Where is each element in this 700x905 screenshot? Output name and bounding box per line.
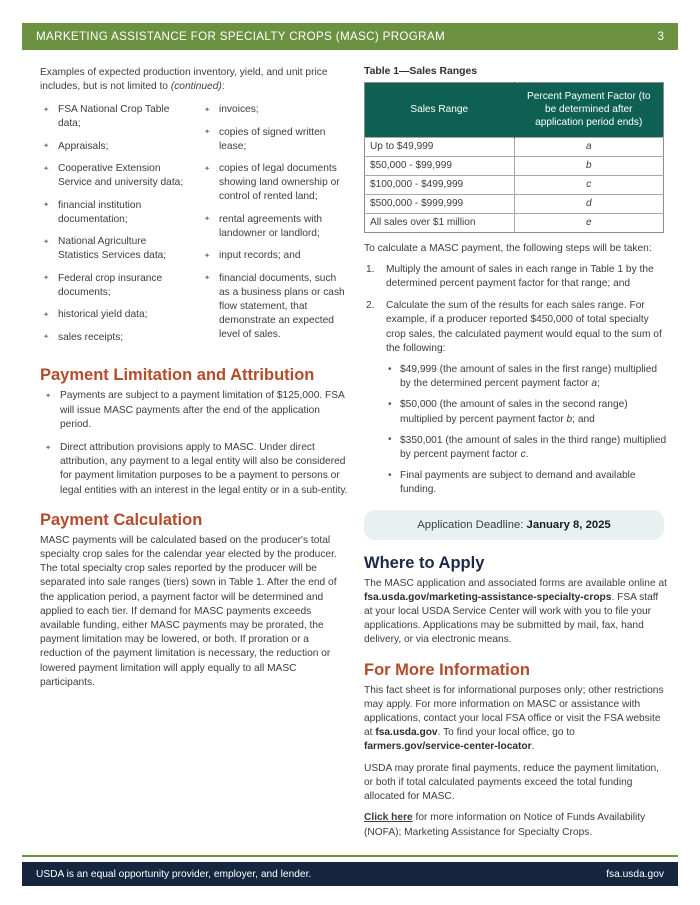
payment-limitation-list	[40, 389, 350, 497]
table-head	[365, 83, 664, 138]
list-item	[386, 469, 667, 497]
for-more-information-heading: For More Information	[364, 660, 530, 679]
table-row	[365, 175, 664, 194]
examples-bullet-column-2	[201, 103, 348, 353]
list-item: ✦ Appraisals;	[40, 140, 187, 154]
intro-tail-text: :	[221, 81, 225, 93]
column-header-percent-payment-factor: Percent Payment Factor (to be determined after application period ends)	[514, 83, 664, 138]
more-info-paragraph-3	[364, 811, 667, 839]
list-item: ✦ rental agreements with landowner or landlord;	[201, 213, 348, 241]
calculation-steps-lead: To calculate a MASC payment, the following steps will be taken:	[364, 242, 652, 254]
payment-calculation-body: MASC payments will be calculated based on the producer's total specialty crop sales for the calendar year elected by the producer. The total specialty crop sales reported by the producer will be separated into sale ranges (tiers) sown in Table 1. After the end of the application period, a payment factor will be determined and applied to each tier. If demand for MASC payments exceeds available funding, either MASC payments may be prorated, the payment limitation may be lowered, or both. If proration or a reduction of the payment limitation is necessary, the reduction or lowered payment limitation will apply equally to all MASC participants.	[40, 534, 337, 688]
cell-payment-factor: d	[514, 194, 664, 213]
table-row	[365, 156, 664, 175]
table-row	[365, 194, 664, 213]
list-item: ✦ sales receipts;	[40, 331, 187, 345]
wta-post: . FSA staff at your local USDA Service Center will work with you to file your applications. Applications may be submitted by mail, fax, hand delivery, or via electronic means.	[364, 591, 659, 646]
cell-payment-factor: c	[514, 175, 664, 194]
list-item: ✦ financial institution documentation;	[40, 199, 187, 227]
footer-url: fsa.usda.gov	[606, 868, 664, 880]
list-item	[364, 299, 667, 497]
cell-sales-range: All sales over $1 million	[365, 213, 515, 232]
intro-continued-italic: (continued)	[170, 81, 222, 93]
column-header-sales-range: Sales Range	[365, 83, 515, 138]
sub-pre: $350,001 (the amount of sales in the third range) multiplied by percent payment factor	[400, 434, 667, 461]
table-row	[365, 137, 664, 156]
mi-url-fsa: fsa.usda.gov	[375, 727, 438, 739]
table-header-row	[365, 83, 664, 138]
sub-em: b	[566, 413, 573, 425]
page-footer-bar	[22, 862, 678, 886]
list-item: ✦ Cooperative Extension Service and university data;	[40, 162, 187, 190]
payment-calculation-heading: Payment Calculation	[40, 510, 203, 529]
list-item: ✦ FSA National Crop Table data;	[40, 103, 187, 131]
footer-divider-rule	[22, 855, 678, 857]
examples-bullet-columns	[40, 103, 350, 353]
examples-list-left	[40, 103, 187, 345]
sub-post: ;	[597, 378, 600, 390]
list-item: ✦ National Agriculture Statistics Services data;	[40, 235, 187, 263]
sub-pre: Final payments are subject to demand and available funding.	[400, 470, 636, 496]
footer-equal-opportunity-text: USDA is an equal opportunity provider, employer, and lender.	[36, 868, 312, 880]
click-here-link[interactable]: Click here	[364, 812, 413, 824]
cell-sales-range: Up to $49,999	[365, 137, 515, 156]
more-info-paragraph-1	[364, 684, 667, 755]
page-header-bar	[22, 23, 678, 50]
where-to-apply-heading: Where to Apply	[364, 553, 485, 572]
application-deadline-callout	[364, 510, 664, 540]
right-column	[364, 66, 667, 847]
cell-sales-range: $500,000 - $999,999	[365, 194, 515, 213]
intro-lead-text: Examples of expected production inventory, yield, and unit price includes, but is not limited to	[40, 67, 328, 93]
page-header-title: MARKETING ASSISTANCE FOR SPECIALTY CROPS (MASC) PROGRAM	[36, 30, 445, 43]
sub-pre: $49,999 (the amount of sales in the first range) multiplied by the determined percent payment factor	[400, 364, 658, 390]
list-item: ✦ historical yield data;	[40, 308, 187, 322]
mi-text-c: .	[531, 741, 535, 753]
cell-sales-range: $100,000 - $499,999	[365, 175, 515, 194]
payment-limitation-heading: Payment Limitation and Attribution	[40, 366, 315, 385]
sub-em: a	[591, 378, 598, 390]
list-item	[386, 398, 667, 426]
step2-lead-text: Calculate the sum of the results for each sales range. For example, if a producer reported $450,000 of total specialty crop sales, the calculated payment would equal to the sum of the following:	[386, 300, 662, 354]
cell-payment-factor: e	[514, 213, 664, 232]
list-item: ✦ Payments are subject to a payment limitation of $125,000. FSA will issue MASC payments after the end of the application period.	[40, 389, 350, 432]
continued-intro-paragraph	[40, 66, 350, 94]
left-column	[40, 66, 350, 697]
table-row	[365, 213, 664, 232]
sales-ranges-table	[364, 82, 664, 233]
table-body	[365, 137, 664, 232]
sub-post: ; and	[572, 413, 595, 425]
more-info-paragraph-2: USDA may prorate final payments, reduce the payment limitation, or both if total calculated payments exceed the total funding allocated for MASC.	[364, 762, 660, 803]
mi-text-a: This fact sheet is for informational purposes only; other restrictions may apply. For more information on MASC or assistance with applications, contact your local FSA office or visit the FSA website at	[364, 684, 664, 739]
mi-text-b: . To find your local office, go to	[437, 727, 575, 739]
examples-list-right	[201, 103, 348, 342]
list-item: Multiply the amount of sales in each range in Table 1 by the determined percent payment factor for that range; and	[386, 263, 654, 290]
deadline-date: January 8, 2025	[526, 518, 611, 531]
deadline-label: Application Deadline:	[417, 518, 527, 531]
list-item	[386, 434, 667, 462]
wta-pre: The MASC application and associated forms are available online at	[364, 577, 667, 589]
sub-em: c	[520, 449, 526, 461]
table-caption: Table 1—Sales Ranges	[364, 66, 477, 77]
deadline-text	[417, 519, 610, 531]
sub-pre: $50,000 (the amount of sales in the second range) multiplied by percent payment factor	[400, 399, 628, 425]
list-item	[386, 363, 667, 391]
list-item: ✦ invoices;	[201, 103, 348, 117]
list-item: ✦ input records; and	[201, 249, 348, 263]
cell-sales-range: $50,000 - $99,999	[365, 156, 515, 175]
where-to-apply-body	[364, 577, 667, 648]
mi-url-locator: farmers.gov/service-center-locator	[364, 741, 532, 753]
page-number: 3	[657, 30, 664, 43]
cell-payment-factor: b	[514, 156, 664, 175]
list-item: ✦ Direct attribution provisions apply to MASC. Under direct attribution, any payment to a legal entity will also be considered for payment limitation purposes to be a payment to persons or legal entities with an interest in the legal entity or in a sub-entity.	[40, 441, 350, 498]
list-item: ✦ financial documents, such as a business plans or cash flow statement, that demonstrate an expected level of sales.	[201, 272, 348, 342]
wta-url: fsa.usda.gov/marketing-assistance-specialty-crops	[364, 591, 612, 603]
sub-post: .	[525, 449, 529, 461]
list-item: ✦ copies of legal documents showing land ownership or control of rented land;	[201, 162, 348, 204]
cell-payment-factor: a	[514, 137, 664, 156]
calculation-steps-list	[364, 263, 667, 498]
mi-para3-rest: for more information on Notice of Funds Availability (NOFA); Marketing Assistance for Specialty Crops.	[364, 812, 646, 838]
list-item: ✦ copies of signed written lease;	[201, 126, 348, 154]
examples-bullet-column-1	[40, 103, 187, 353]
list-item: ✦ Federal crop insurance documents;	[40, 272, 187, 300]
step2-sublist	[386, 363, 667, 498]
